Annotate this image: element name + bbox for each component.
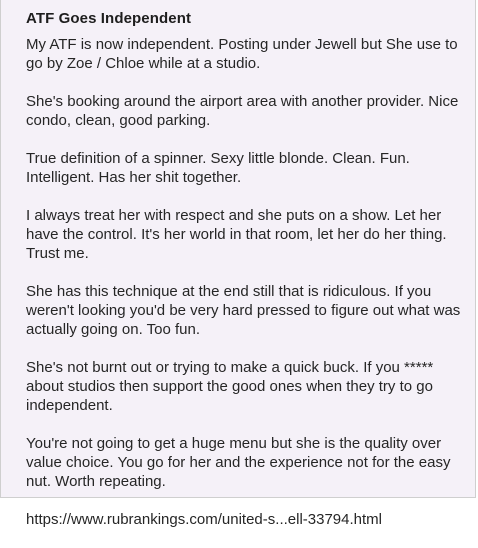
post-title: ATF Goes Independent: [26, 10, 192, 27]
post-background: [1, 0, 475, 528]
post-link[interactable]: https://www.rubrankings.com/united-s...ell-33794.html: [26, 511, 382, 528]
post-body: [26, 35, 471, 548]
post-paragraph-7: You're not going to get a huge menu but she is the quality over value choice. You go for her and the experience not for the easy nut. Worth repeating.: [26, 435, 451, 490]
post-paragraph-4: I always treat her with respect and she puts on a show. Let her have the control. It's her world in that room, let her do her thing. Trust me.: [26, 207, 447, 262]
post-paragraph-1: My ATF is now independent. Posting under Jewell but She use to go by Zoe / Chloe while at a studio.: [26, 36, 458, 72]
post-link-paragraph: [26, 510, 471, 529]
post-paragraph-2: She's booking around the airport area with another provider. Nice condo, clean, good parking.: [26, 93, 459, 129]
post-paragraph-6: She's not burnt out or trying to make a quick buck. If you ***** about studios then support the good ones when they try to go independent.: [26, 359, 434, 414]
post-paragraph-5: She has this technique at the end still that is ridiculous. If you weren't looking you'd be very hard pressed to figure out what was actually going on. Too fun.: [26, 283, 461, 338]
post-paragraph-3: True definition of a spinner. Sexy little blonde. Clean. Fun. Intelligent. Has her shit together.: [26, 150, 410, 186]
